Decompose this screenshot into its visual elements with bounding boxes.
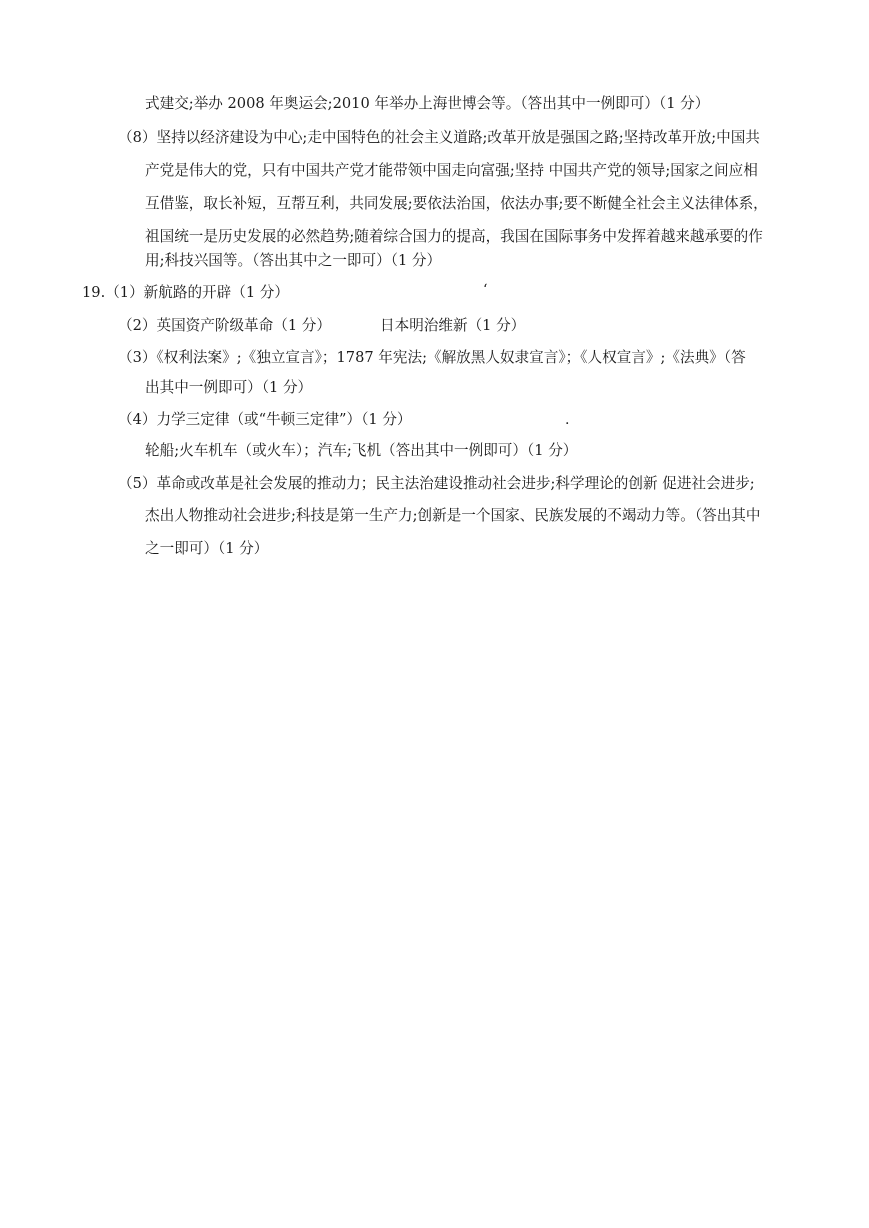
answer-line: （4）力学三定律（或“牛顿三定律”）（1 分）: [118, 411, 412, 428]
answer-line: 之一即可）（1 分）: [145, 540, 269, 557]
answer-line: 式建交;举办 2008 年奥运会;2010 年举办上海世博会等。（答出其中一例即可）（1 分）: [145, 95, 710, 112]
stray-quote-mark: ‘: [483, 282, 488, 298]
answer-line: 日本明治维新（1 分）: [380, 317, 526, 334]
answer-line: （5）革命或改革是社会发展的推动力；民主法治建设推动社会进步;科学理论的创新 促进社会进步;: [118, 475, 755, 492]
answer-line: 祖国统一是历史发展的必然趋势;随着综合国力的提高，我国在国际事务中发挥着越来越承要的作: [145, 228, 763, 245]
answer-line: （3）《权利法案》;《独立宣言》；1787 年宪法;《解放黑人奴隶宣言》；《人权宣言》;《法典》（答: [118, 349, 746, 366]
answer-line: 用;科技兴国等。（答出其中之一即可）（1 分）: [145, 252, 442, 269]
answer-line: 产党是伟大的党，只有中国共产党才能带领中国走向富强;坚持 中国共产党的领导;国家之间应相: [145, 162, 758, 179]
answer-line: 互借鉴，取长补短，互帮互利，共同发展;要依法治国，依法办事;要不断健全社会主义法律体系，: [145, 195, 768, 212]
answer-line: 轮船;火车机车（或火车）；汽车;飞机（答出其中一例即可）（1 分）: [145, 442, 578, 459]
answer-line: 出其中一例即可）（1 分）: [145, 379, 313, 396]
answer-line: 杰出人物推动社会进步;科技是第一生产力;创新是一个国家、民族发展的不竭动力等。（答出其中: [145, 507, 761, 524]
answer-line: （2）英国资产阶级革命（1 分）: [118, 317, 331, 334]
answer-line: （8）坚持以经济建设为中心;走中国特色的社会主义道路;改革开放是强国之路;坚持改革开放;中国共: [118, 129, 760, 146]
question-19-line: 19.（1）新航路的开辟（1 分）: [82, 284, 289, 301]
stray-dot-mark: .: [565, 412, 570, 428]
